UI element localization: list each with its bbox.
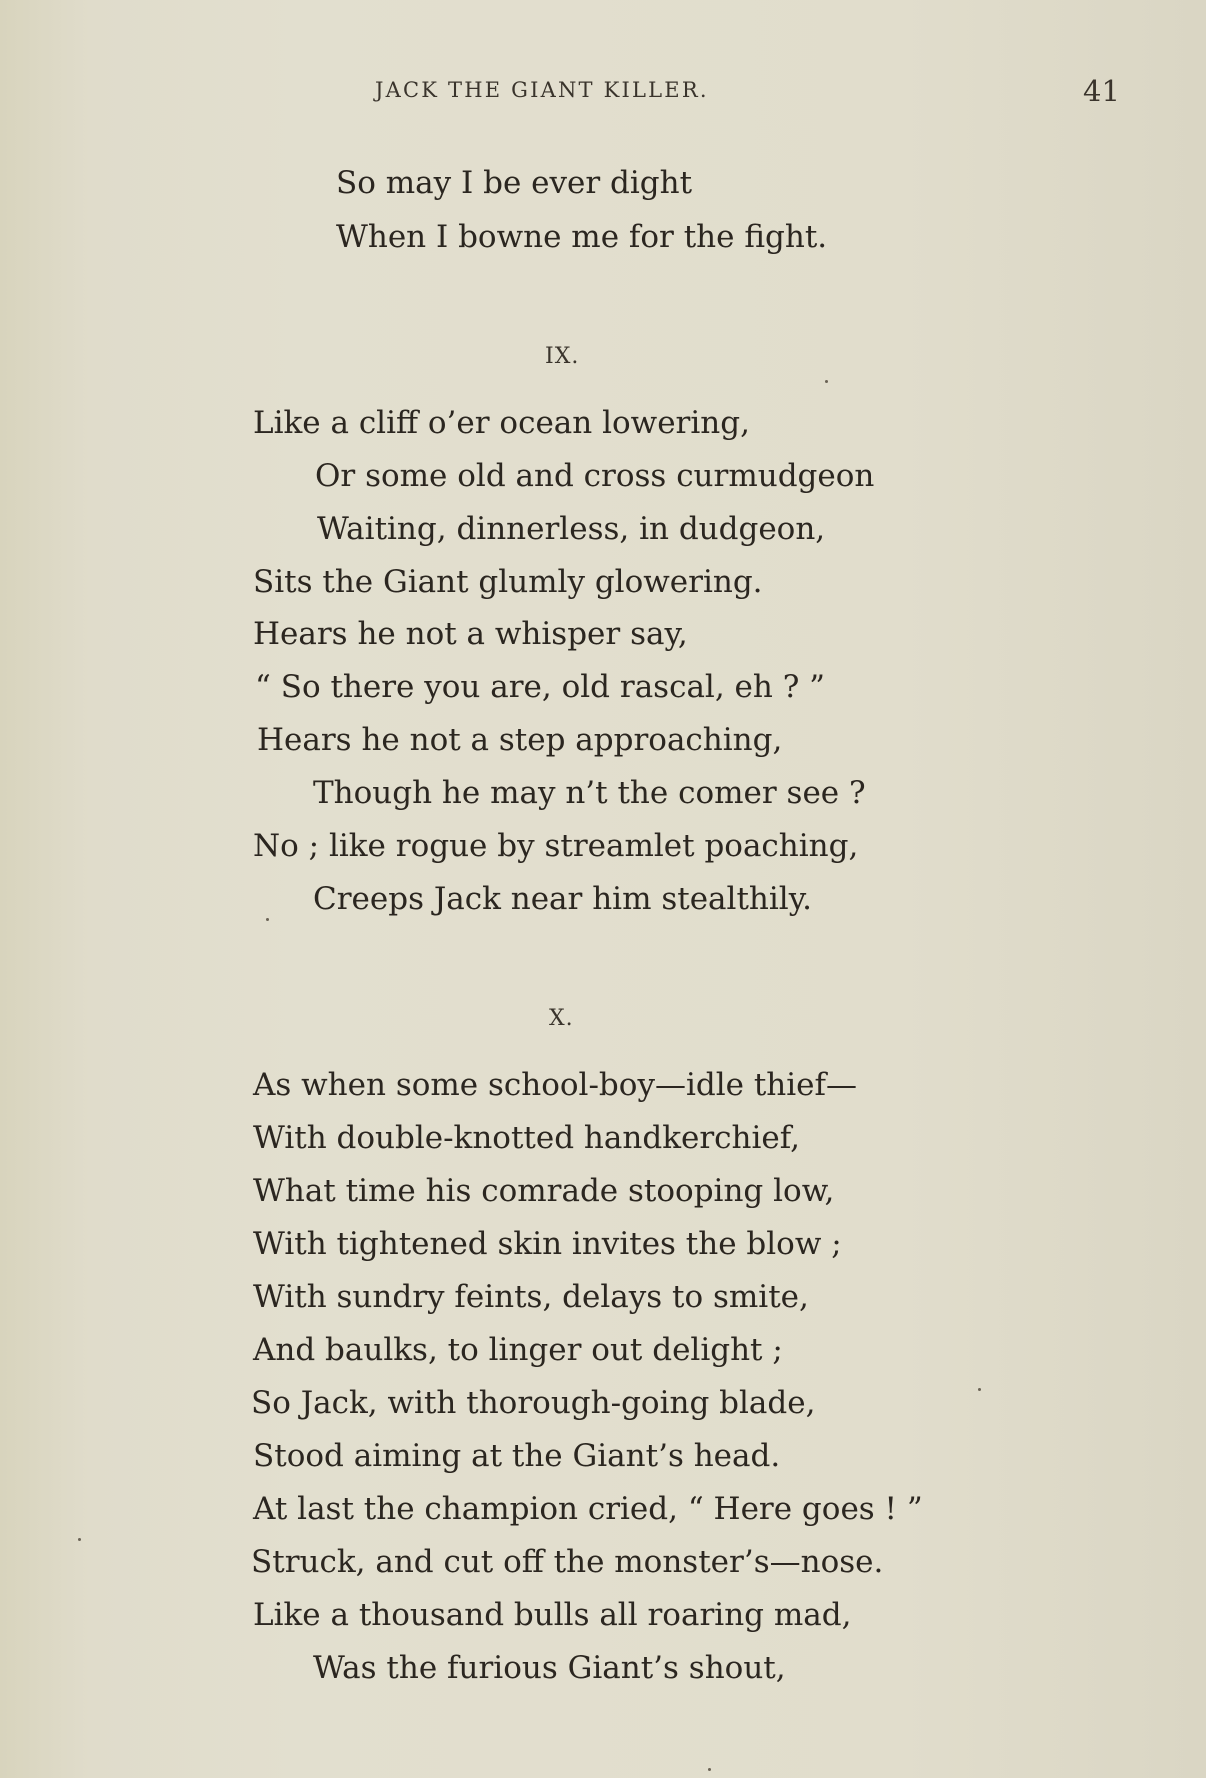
intro-line: When I bowne me for the fight.: [336, 219, 828, 255]
poem-line: No ; like rogue by streamlet poaching,: [253, 828, 859, 864]
page-number: 41: [1083, 74, 1120, 108]
poem-line: Sits the Giant glumly glowering.: [253, 564, 763, 600]
poem-line: Stood aiming at the Giant’s head.: [253, 1438, 781, 1474]
poem-line: Or some old and cross curmudgeon: [315, 458, 875, 494]
paper-speck: [825, 380, 828, 383]
poem-line: Hears he not a whisper say,: [253, 616, 688, 652]
poem-line: Like a cliff o’er ocean lowering,: [253, 405, 750, 441]
paper-speck: [266, 918, 269, 921]
stanza-numeral: IX.: [545, 344, 580, 369]
poem-line: With tightened skin invites the blow ;: [253, 1226, 842, 1262]
poem-line: Like a thousand bulls all roaring mad,: [253, 1597, 852, 1633]
poem-line: And baulks, to linger out delight ;: [253, 1332, 783, 1368]
stanza-numeral: X.: [549, 1006, 574, 1031]
poem-line: With double-knotted handkerchief,: [253, 1120, 800, 1156]
intro-line: So may I be ever dight: [336, 165, 693, 201]
poem-line: Hears he not a step approaching,: [257, 722, 783, 758]
poem-line: Was the furious Giant’s shout,: [313, 1650, 786, 1686]
poem-line: Creeps Jack near him stealthily.: [313, 881, 812, 917]
poem-line: Waiting, dinnerless, in dudgeon,: [317, 511, 826, 547]
poem-line: With sundry feints, delays to smite,: [253, 1279, 809, 1315]
paper-speck: [708, 1768, 711, 1771]
poem-line: As when some school-boy—idle thief—: [253, 1067, 857, 1103]
poem-line: Though he may n’t the comer see ?: [313, 775, 866, 811]
paper-speck: [78, 1538, 81, 1541]
poem-line: So Jack, with thorough-going blade,: [251, 1385, 816, 1421]
paper-speck: [978, 1388, 981, 1391]
poem-line: “ So there you are, old rascal, eh ? ”: [255, 669, 826, 705]
running-title: JACK THE GIANT KILLER.: [375, 78, 709, 102]
poem-line: What time his comrade stooping low,: [253, 1173, 835, 1209]
poem-line: Struck, and cut off the monster’s—nose.: [251, 1544, 884, 1580]
poem-line: At last the champion cried, “ Here goes ! ”: [253, 1491, 923, 1527]
